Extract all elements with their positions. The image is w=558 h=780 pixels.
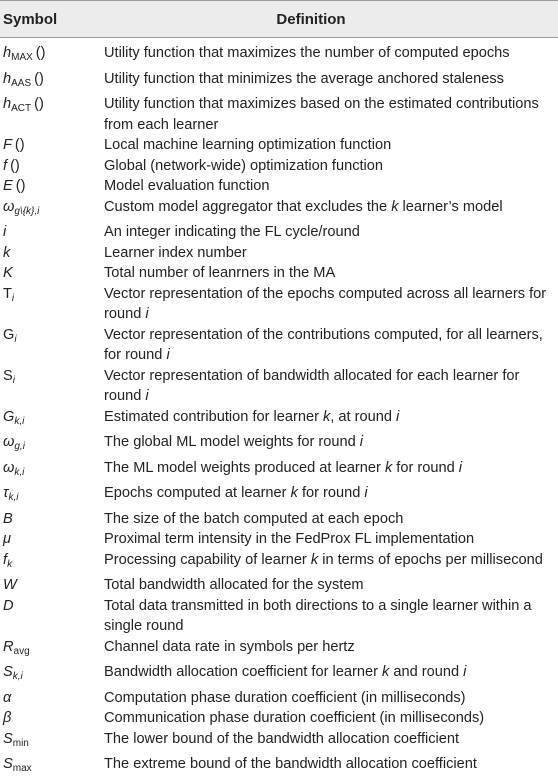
table-row [0, 637, 558, 663]
definition-text: Total bandwidth allocated for the system [104, 577, 364, 593]
table-row [0, 156, 558, 177]
symbol-cell [0, 754, 104, 780]
symbol-cell [0, 243, 104, 264]
symbol-main: ω [3, 198, 15, 215]
definition-cell [104, 263, 558, 284]
symbol-cell [0, 662, 104, 688]
definition-text: for round [297, 485, 365, 501]
symbol-main: T [3, 285, 12, 302]
definition-text: The ML model weights produced at learner [104, 459, 385, 476]
definition-cell [104, 284, 558, 325]
definition-cell [104, 662, 558, 688]
table-row [0, 176, 558, 197]
symbol-main: D [3, 597, 14, 614]
symbol-cell [0, 550, 104, 576]
symbol-main: ω [3, 434, 15, 450]
table-header [0, 0, 558, 38]
symbol-main: S [3, 756, 13, 772]
definition-variable: k [391, 198, 399, 215]
table-row [0, 529, 558, 550]
definition-text: Total data transmitted in both directions to a single learner within a single round [104, 597, 532, 634]
definition-text: Utility function that maximizes the number of computed epochs [104, 45, 510, 61]
definition-text: Epochs computed at learner [104, 485, 291, 501]
symbol-subscript: avg [13, 645, 30, 657]
symbol-cell [0, 284, 104, 325]
definition-cell [104, 550, 558, 576]
symbol-cell [0, 529, 104, 550]
definition-cell [104, 754, 558, 780]
symbol-subscript: k,i [14, 415, 25, 427]
definition-cell [104, 176, 558, 197]
definition-cell [104, 637, 558, 663]
definition-cell [104, 509, 558, 530]
definition-text: Learner index number [104, 244, 247, 261]
definition-cell [104, 156, 558, 177]
symbol-parens: () [14, 137, 25, 153]
definition-text: Custom model aggregator that excludes the [104, 198, 392, 215]
definition-text: Vector representation of the epochs computed across all learners for round [104, 285, 547, 322]
definition-cell [104, 708, 558, 729]
definition-cell [104, 243, 558, 264]
definition-variable: i [396, 408, 400, 425]
symbol-parens: () [34, 70, 44, 87]
symbol-parens: () [35, 45, 46, 61]
definition-cell [104, 366, 558, 407]
symbol-cell [0, 729, 104, 755]
symbol-main: R [3, 638, 14, 655]
definition-variable: k [323, 408, 331, 425]
symbol-cell [0, 197, 104, 223]
definition-text: Local machine learning optimization function [104, 137, 392, 153]
table-row [0, 135, 558, 156]
definition-cell [104, 197, 558, 223]
definition-text: for round [392, 459, 459, 476]
symbol-main: W [3, 577, 17, 593]
symbol-cell [0, 509, 104, 530]
definition-cell [104, 432, 558, 458]
definition-variable: i [145, 306, 149, 322]
symbol-cell [0, 263, 104, 284]
symbol-subscript: i [12, 374, 15, 386]
definition-cell [104, 729, 558, 755]
table-row [0, 458, 558, 484]
table-row [0, 243, 558, 264]
definition-text: Communication phase duration coefficient (in milliseconds) [104, 710, 485, 726]
definition-cell [104, 596, 558, 637]
symbol-parens: () [34, 96, 44, 112]
symbol-main: K [3, 265, 13, 281]
definition-variable: k [384, 459, 393, 476]
definition-text: Vector representation of bandwidth allocated for each learner for round [104, 367, 520, 404]
table-row [0, 596, 558, 637]
symbol-cell [0, 176, 104, 197]
symbol-subscript: g,i [14, 441, 25, 452]
definition-cell [104, 688, 558, 709]
table-row [0, 284, 558, 325]
symbol-main: k [3, 244, 11, 261]
symbol-main: μ [3, 531, 11, 547]
symbol-main: h [3, 45, 12, 61]
definition-text: The lower bound of the bandwidth allocation coefficient [104, 730, 460, 747]
definition-cell [104, 135, 558, 156]
symbol-cell [0, 222, 104, 243]
table-body [0, 38, 558, 780]
symbol-subscript: AAS [11, 77, 32, 89]
definition-text: Computation phase duration coefficient (in milliseconds) [104, 689, 466, 706]
definition-cell [104, 325, 558, 366]
symbol-cell [0, 483, 104, 509]
symbol-cell [0, 596, 104, 637]
definition-variable: i [364, 485, 368, 501]
definition-cell [104, 222, 558, 243]
table-row [0, 197, 558, 223]
header-definition: Definition [276, 10, 346, 28]
definition-text: Utility function that minimizes the average anchored staleness [104, 70, 504, 87]
table-row [0, 222, 558, 243]
definition-text: and round [389, 664, 464, 680]
symbol-cell [0, 708, 104, 729]
table-row [0, 688, 558, 709]
symbol-subscript: i [14, 333, 17, 345]
definition-text: The global ML model weights for round [104, 434, 360, 450]
symbol-subscript: k,i [14, 466, 25, 478]
definition-text: Vector representation of the contributions computed, for all learners, for round [104, 326, 543, 363]
symbol-cell [0, 458, 104, 484]
table-row [0, 263, 558, 284]
symbol-cell [0, 575, 104, 596]
symbol-parens: () [15, 178, 26, 194]
symbol-cell [0, 135, 104, 156]
definition-cell [104, 407, 558, 433]
definition-text: Model evaluation function [104, 178, 270, 194]
table-row [0, 432, 558, 458]
symbol-main: G [3, 408, 15, 425]
definition-variable: i [463, 664, 467, 680]
table-row [0, 69, 558, 95]
symbol-subscript: min [12, 737, 29, 749]
symbol-cell [0, 325, 104, 366]
symbol-main: E [3, 178, 13, 194]
definition-cell [104, 94, 558, 135]
symbol-subscript: i [11, 292, 15, 304]
table-row [0, 662, 558, 688]
definition-variable: i [145, 388, 149, 404]
definition-variable: k [382, 664, 390, 680]
definition-cell [104, 43, 558, 69]
definition-variable: i [359, 434, 364, 450]
symbol-main: f [3, 551, 8, 568]
definition-text: An integer indicating the FL cycle/round [104, 224, 360, 240]
symbol-cell [0, 69, 104, 95]
table-row [0, 366, 558, 407]
symbol-main: S [3, 367, 13, 384]
table-row [0, 407, 558, 433]
definition-text: Total number of leanrners in the MA [104, 265, 336, 281]
table-row [0, 483, 558, 509]
symbol-cell [0, 156, 104, 177]
definition-variable: k [310, 551, 319, 568]
symbol-parens: () [10, 157, 20, 174]
symbol-subscript: MAX [11, 52, 33, 63]
symbol-subscript: g\{k},i [14, 205, 40, 217]
definition-cell [104, 575, 558, 596]
symbol-cell [0, 94, 104, 135]
definition-text: learner’s model [398, 198, 503, 215]
symbol-main: h [3, 96, 12, 112]
definition-cell [104, 458, 558, 484]
table-row [0, 94, 558, 135]
symbol-subscript: ACT [11, 103, 32, 114]
table-row [0, 550, 558, 576]
table-row [0, 708, 558, 729]
symbol-subscript: k [7, 558, 13, 570]
definition-text: The extreme bound of the bandwidth allocation coefficient [104, 756, 477, 772]
definition-text: in terms of epochs per millisecond [318, 551, 543, 568]
symbol-main: α [3, 689, 12, 706]
symbol-cell [0, 366, 104, 407]
definition-text: Channel data rate in symbols per hertz [104, 638, 355, 655]
definition-text: Processing capability of learner [104, 551, 311, 568]
definition-cell [104, 69, 558, 95]
definition-variable: i [458, 459, 463, 476]
definition-text: Global (network-wide) optimization function [104, 157, 384, 174]
symbol-cell [0, 637, 104, 663]
symbol-subscript: max [12, 763, 32, 774]
definition-cell [104, 529, 558, 550]
symbol-main: G [3, 326, 15, 343]
definition-text: , at round [330, 408, 397, 425]
definition-text: Utility function that maximizes based on the estimated contributions from each learner [104, 96, 539, 133]
symbol-cell [0, 43, 104, 69]
table-row [0, 509, 558, 530]
symbol-cell [0, 688, 104, 709]
symbol-subscript: k,i [8, 492, 19, 503]
symbol-main: ω [3, 459, 15, 476]
symbol-subscript: k,i [12, 671, 23, 682]
symbol-main: τ [3, 485, 9, 501]
definition-variable: k [290, 485, 298, 501]
table-row [0, 43, 558, 69]
symbol-main: B [3, 510, 13, 527]
symbol-main: F [3, 137, 12, 153]
definition-text: Estimated contribution for learner [104, 408, 324, 425]
table-row [0, 575, 558, 596]
symbol-main: S [3, 730, 13, 747]
table-row [0, 325, 558, 366]
symbol-cell [0, 407, 104, 433]
symbol-main: h [3, 70, 12, 87]
table-row [0, 729, 558, 755]
definition-text: Bandwidth allocation coefficient for learner [104, 664, 382, 680]
definition-cell [104, 483, 558, 509]
definition-text: The size of the batch computed at each epoch [104, 510, 404, 527]
header-symbol: Symbol [3, 10, 58, 28]
symbol-main: f [3, 157, 8, 174]
definition-text: Proximal term intensity in the FedProx FL implementation [104, 531, 475, 547]
symbol-main: S [3, 664, 13, 680]
symbol-main: β [3, 710, 12, 726]
symbol-cell [0, 432, 104, 458]
table-row [0, 754, 558, 780]
symbol-main: i [3, 224, 7, 240]
definition-variable: i [166, 347, 170, 363]
